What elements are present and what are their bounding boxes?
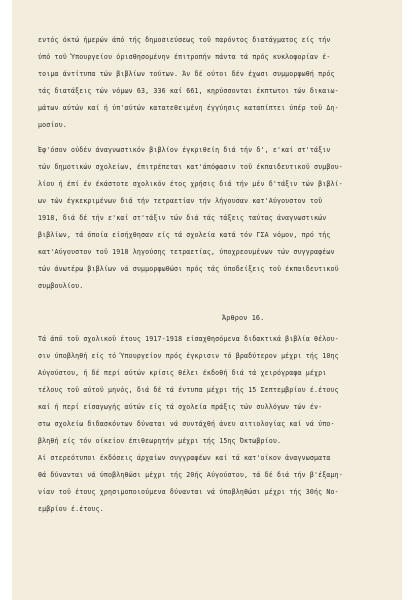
- text-line: κατ'Αύγουστον τοϋ 1918 ληγούσης τετραετίας, ύποχρεουμένων τών συγγραφέων: [38, 248, 335, 256]
- text-line: Τά άπό τοϋ σχολικοϋ έτους 1917-1918 είσαχθησόμενα διδακτικά βιβλία θέλου-: [38, 335, 339, 343]
- text-line: στω σχολείω διδασκόντων δύναται νά συντάχθή άνευ αιτιολογίας καί νά ύπο-: [38, 420, 335, 428]
- text-line: νίαν τοϋ έτους χρησιμοποιούμενα δύνανται νά ύποβληθώσι μέχρι τής 30ής Νο-: [38, 488, 339, 496]
- text-line: Αύγούστου, ή δέ περί αύτών κρίσις θέλει έκδοθή διά τά χειρόγραφα μέχρι: [38, 369, 327, 377]
- text-line: τέλους τοϋ αύτοϋ μηνός, διά δέ τά έντυπα μέχρι τής 15 Σεπτεμβρίου έ.έτους: [38, 386, 339, 394]
- text-line: τοιμα άντίτυπα τών βιβλίων τούτων. Άν δέ ούτοι δέν έχωσι συμμορφωθή πρός: [38, 70, 335, 78]
- text-line: 1918, διά δέ τήν ε'καί στ'τάξιν τών διά τάς τάξεις ταύτας άναγνωστικών: [38, 214, 327, 222]
- text-line: θά δύνανται νά ύποβληθώσι μέχρι τής 20ής Αύγούστου, τά δέ διά τήν β'έξαμη-: [38, 471, 343, 479]
- document-page: [12, 0, 402, 600]
- text-line: μοσίου.: [38, 121, 67, 129]
- text-line: ύπό τοϋ Ύπουργείου όρισθησομένην έπιτροπήν πάντα τά πρός κυκλοφορίαν έ-: [38, 53, 331, 61]
- text-line: Αί στερεότυποι έκδόσεις άρχαίων συγγραφέων καί τά κατ'οίκον άναγνωσματα: [38, 454, 331, 462]
- text-line: καί ή περί είσαγωγής αύτών είς τά σχολεία πράξις τών συλλόγων τών έν-: [38, 403, 323, 411]
- text-line: εντός όκτώ ήμερών άπό τής δημοσιεύσεως τοϋ παρόντος διατάγματος είς τήν: [38, 36, 331, 44]
- text-line: συμβουλίου.: [38, 282, 84, 290]
- text-line: σιν ύποβληθή είς τό Ύπουργείον πρός έγκρισιν τό βραδύτερον μέχρι τής 10ης: [38, 352, 339, 360]
- text-line: βιβλίων, τά όποία είσήχθησαν είς τά σχολεία κατά τόν ΓΣΑ νόμον, πρό τής: [38, 231, 331, 239]
- text-line: Έφ'όσον ούδέν άναγνωστικόν βιβλίον έγκριθείη διά τήν δ', ε'καί στ'τάξιν: [38, 146, 331, 154]
- text-line: τών δημοτικών σχολείων, έπιτρέπεται κατ'άπόφασιν τοϋ έκπαιδευτικοϋ συμβου-: [38, 163, 343, 171]
- text-line: λίου ή έπί έν έκάστοτε σχολικόν έτος χρήσις διά τήν μέν δ'τάξιν τών βιβλί-: [38, 180, 343, 188]
- text-line: μάτων αύτών καί ή ύπ'αύτών κατατεθειμένη έγγύησις καταπίπτει ύπέρ τοϋ Δη-: [38, 104, 339, 112]
- text-line: τάς διατάξεις τών νόμων 63, 336 καί 661, κηρύσσονται έκπτωτοι τών δικαιω-: [38, 87, 339, 95]
- text-line: ων τών έγκεκριμένων διά τήν τετραετίαν τήν λήγουσαν κατ'Αύγουστον τοϋ: [38, 197, 323, 205]
- text-line: βληθή είς τόν οίκείον έπιθεωρητήν μέχρι τής 15ης Όκτωβρίου.: [38, 437, 282, 445]
- text-line: τών άνωτέρω βιβλίων νά συμμορφωθώσι πρός τάς ύποδείξεις τοϋ έκπαιδευτικοϋ: [38, 265, 339, 273]
- text-line: εμβρίου έ.έτους.: [38, 505, 104, 513]
- article-heading: Άρθρον 16.: [222, 314, 265, 322]
